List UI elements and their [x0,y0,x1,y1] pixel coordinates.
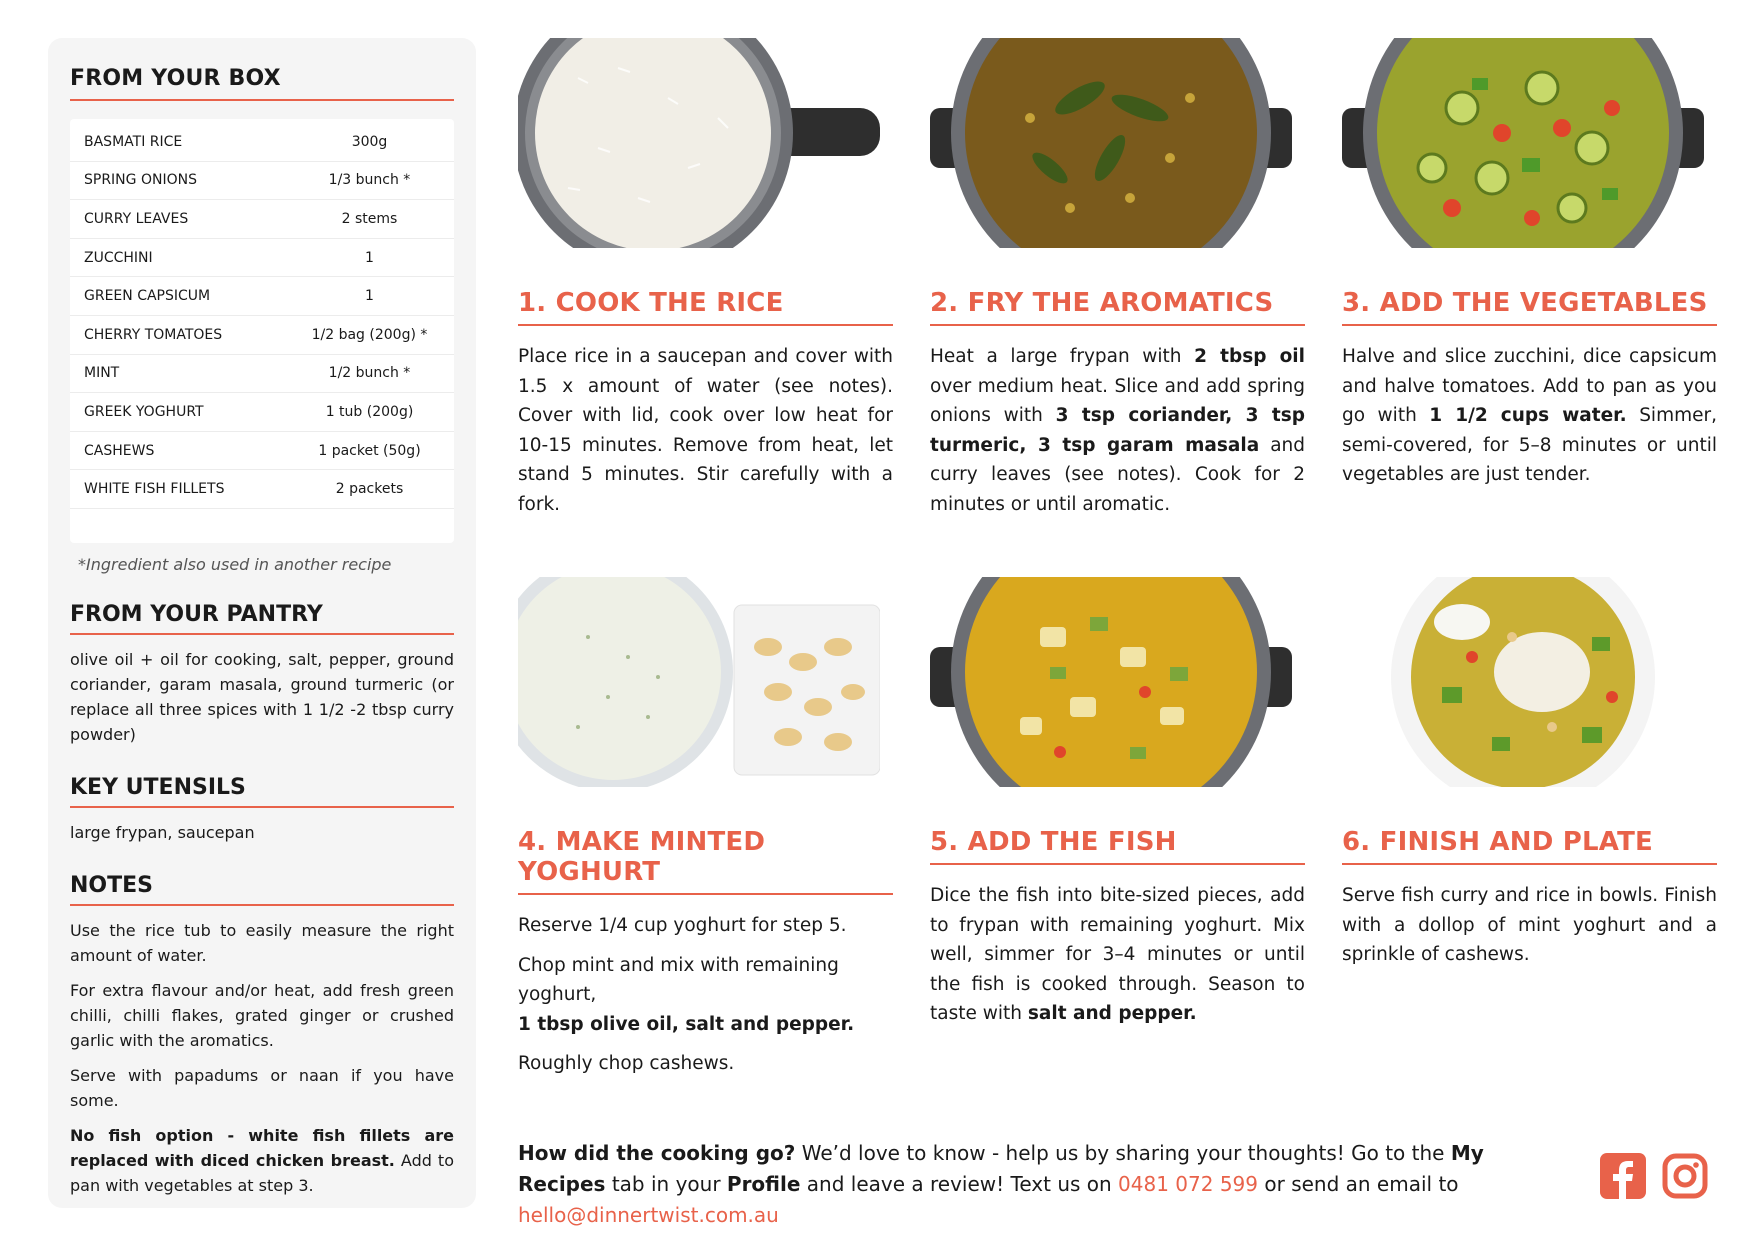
ingredient-row [70,316,454,355]
notes-section [70,873,454,1198]
my-recipes-link[interactable]: My Recipes [518,1141,1484,1196]
ingredient-name: CURRY LEAVES [84,210,189,227]
step-2-paragraph [930,342,1305,519]
step-5-title: 5. ADD THE FISH [930,827,1305,865]
bold-run: 2 tbsp oil [1194,346,1305,367]
step-3 [1342,38,1717,490]
text-run: We’d love to know - help us by sharing your thoughts! Go to the [795,1141,1451,1165]
bold-run: 1 1/2 cups water. [1429,405,1627,426]
profile-link[interactable]: Profile [726,1172,801,1196]
step-5 [930,577,1305,1029]
instagram-icon[interactable] [1662,1153,1708,1199]
ingredient-footnote: *Ingredient also used in another recipe [78,554,392,574]
note-text: Serve with papadums or naan if you have some. [70,1065,454,1110]
step-1 [518,38,893,519]
step-4-paragraph: Reserve 1/4 cup yoghurt for step 5. [518,915,847,936]
ingredient-row [70,162,454,201]
plated-curry-photo [1342,577,1704,787]
note-text: For extra flavour and/or heat, add fresh green chilli, chilli flakes, grated ginger or crushed garlic with the aromatics. [70,980,454,1050]
utensils-title: KEY UTENSILS [70,775,454,808]
bold-run: salt and pepper. [1027,1003,1197,1024]
pantry-section [70,602,454,747]
from-your-box-title: FROM YOUR BOX [70,66,454,101]
ingredient-qty: 1 tub (200g) [325,403,414,420]
ingredient-name: CASHEWS [84,442,155,459]
ingredient-row [70,355,454,394]
text-run: and leave a review! Text us on [800,1172,1119,1196]
feedback-footer [518,1138,1578,1231]
bold-run: 3 tsp coriander, 3 tsp turmeric, 3 tsp garam masala [930,405,1305,456]
sidebar-panel [48,38,476,1208]
feedback-question: How did the cooking go? [518,1141,796,1165]
ingredient-name: MINT [84,365,120,382]
text-run: Chop mint and mix with remaining yoghurt, [518,954,839,1005]
step-3-text [1342,342,1717,490]
step-4-paragraph: Roughly chop cashews. [518,1053,735,1074]
note-bold: No fish option - white fish fillets are replaced with diced chicken breast. [70,1125,454,1170]
ingredient-qty: 1/2 bunch * [328,365,411,382]
step-5-text [930,881,1305,1029]
text-run: Simmer, semi-covered, for 5–8 minutes or until vegetables are just tender. [1342,405,1717,485]
ingredient-row [70,432,454,471]
vegetables-pan-photo [1342,38,1704,248]
step-2 [930,38,1305,519]
ingredient-qty: 300g [351,133,388,150]
text-run: Dice the fish into bite-sized pieces, add to frypan with remaining yoghurt. Mix well, simmer for 3–4 minutes or until the fish is cooked through. Season to taste with [930,885,1305,1024]
facebook-icon[interactable] [1600,1153,1646,1199]
text-run: tab in your [605,1172,727,1196]
ingredient-qty: 1/2 bag (200g) * [311,326,428,343]
step-4-text [518,911,893,1079]
ingredient-qty: 1 [365,288,374,305]
fish-curry-pan-photo [930,577,1292,787]
ingredient-name: WHITE FISH FILLETS [84,481,225,498]
text-run: Halve and slice zucchini, dice capsicum and halve tomatoes. Add to pan as you go with [1342,346,1717,426]
step-2-text [930,342,1305,519]
step-4 [518,577,893,1079]
ingredient-row [70,277,454,316]
note-rest: Add to pan with vegetables at step 3. [70,1150,454,1195]
step-4-title: 4. MAKE MINTED YOGHURT [518,827,893,895]
rice-pot-photo [518,38,880,248]
ingredient-name: ZUCCHINI [84,249,153,266]
ingredient-qty: 1 packet (50g) [318,442,421,459]
step-3-paragraph [1342,342,1717,490]
note-text [70,1123,454,1198]
step-3-title: 3. ADD THE VEGETABLES [1342,288,1717,326]
step-6-title: 6. FINISH AND PLATE [1342,827,1717,865]
notes-title: NOTES [70,873,454,906]
yoghurt-cashews-photo [518,577,880,787]
ingredient-row [70,200,454,239]
ingredient-qty: 1/3 bunch * [328,172,411,189]
text-run: or send an email to [1258,1172,1459,1196]
ingredient-name: GREEK YOGHURT [84,403,204,420]
social-links [1600,1153,1708,1199]
pantry-text: olive oil + oil for cooking, salt, pepper, ground coriander, garam masala, ground turmeric (or replace all three spices with 1 1/2 -2 tbsp curry powder) [70,649,454,744]
ingredient-qty: 2 stems [341,210,398,227]
ingredient-qty: 1 [365,249,374,266]
bold-run: 1 tbsp olive oil, salt and pepper. [518,1013,855,1035]
text-run: Heat a large frypan with [930,346,1195,367]
utensils-text: large frypan, saucepan [70,822,255,842]
step-1-title: 1. COOK THE RICE [518,288,893,326]
step-5-paragraph [930,881,1305,1029]
ingredient-row [70,239,454,278]
text-run: and curry leaves (see notes). Cook for 2 minutes or until aromatic. [930,434,1305,515]
ingredients-table [70,119,454,543]
ingredient-qty: 2 packets [335,481,404,498]
ingredient-row [70,470,454,509]
ingredient-row [70,393,454,432]
phone-link[interactable]: 0481 072 599 [1118,1172,1259,1196]
text-run: over medium heat. Slice and add spring onions with [930,375,1305,426]
ingredient-name: BASMATI RICE [84,133,183,150]
ingredient-name: GREEN CAPSICUM [84,288,211,305]
step-6-text [1342,881,1717,970]
step-1-text [518,342,893,519]
step-1-paragraph: Place rice in a saucepan and cover with 1.5 x amount of water (see notes). Cover with lid, cook over low heat for 10-15 minutes. Remove from heat, let stand 5 minutes. Stir carefully with a fork. [518,346,893,515]
pantry-title: FROM YOUR PANTRY [70,602,454,635]
step-6 [1342,577,1717,970]
aromatics-pan-photo [930,38,1292,248]
step-6-paragraph: Serve fish curry and rice in bowls. Finish with a dollop of mint yoghurt and a sprinkle of cashews. [1342,885,1717,965]
step-2-title: 2. FRY THE AROMATICS [930,288,1305,326]
step-4-paragraph [518,951,893,1040]
ingredient-row [70,123,454,162]
utensils-section [70,775,454,845]
email-link[interactable]: hello@dinnertwist.com.au [518,1203,779,1227]
note-text: Use the rice tub to easily measure the right amount of water. [70,920,454,965]
ingredient-name: SPRING ONIONS [84,172,197,189]
ingredient-name: CHERRY TOMATOES [84,326,223,343]
